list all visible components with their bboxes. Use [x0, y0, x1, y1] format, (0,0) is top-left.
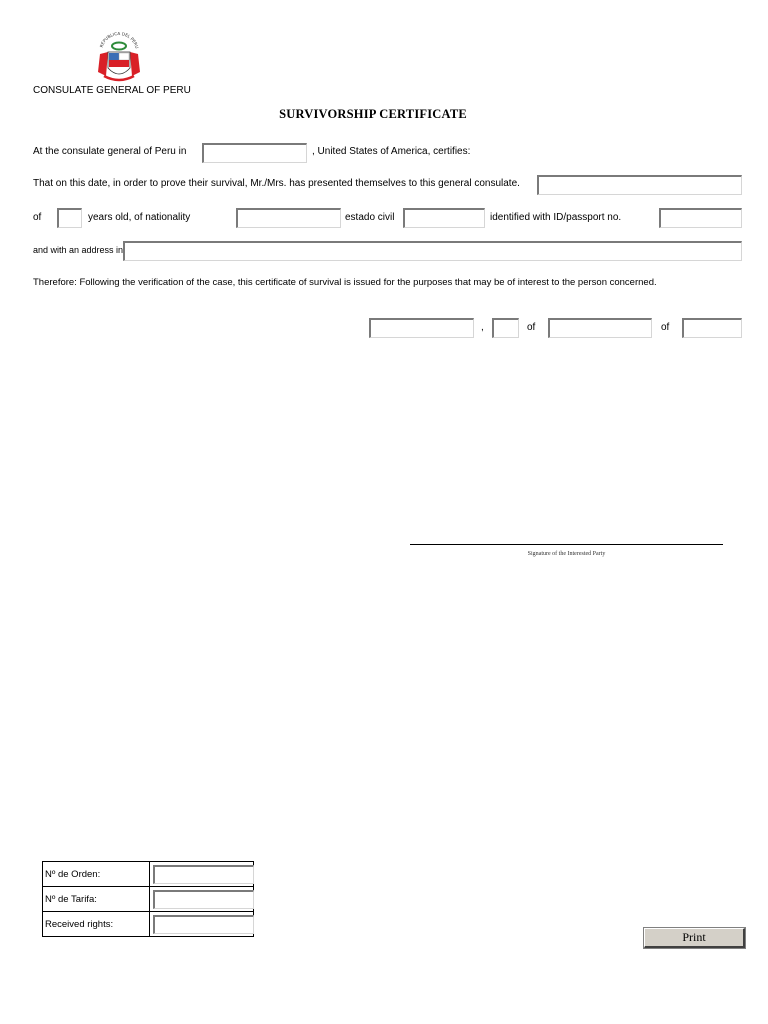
year-input[interactable] [682, 318, 742, 338]
table-row [43, 862, 254, 887]
emblem-text: REPUBLICA DEL PERU [98, 32, 140, 50]
place-input[interactable] [369, 318, 474, 338]
page-title: SURVIVORSHIP CERTIFICATE [279, 107, 467, 121]
order-number-label: Nº de Orden: [43, 862, 150, 887]
order-number-input[interactable] [153, 865, 254, 884]
civil-status-label: estado civil [345, 212, 395, 223]
nationality-input[interactable] [236, 208, 341, 228]
received-rights-label: Received rights: [43, 912, 150, 937]
date-of-label-2: of [661, 322, 670, 333]
day-input[interactable] [492, 318, 519, 338]
id-label: identified with ID/passport no. [490, 212, 622, 223]
svg-text:REPUBLICA DEL PERU [99, 32, 140, 49]
fees-table [42, 861, 254, 937]
peru-coat-of-arms-icon [96, 32, 142, 84]
line2-text: That on this date, in order to prove their survival, Mr./Mrs. has presented themselves to this general consulate. [33, 178, 520, 189]
signature-line [410, 544, 723, 545]
id-passport-input[interactable] [659, 208, 742, 228]
date-comma: , [481, 322, 484, 333]
received-rights-input[interactable] [153, 915, 254, 934]
tariff-number-input[interactable] [153, 890, 254, 909]
line1-prefix: At the consulate general of Peru in [33, 146, 187, 157]
consulate-name: CONSULATE GENERAL OF PERU [33, 85, 191, 96]
table-row [43, 887, 254, 912]
of-label: of [33, 212, 42, 223]
age-input[interactable] [57, 208, 82, 228]
date-of-label-1: of [527, 322, 536, 333]
age-label: years old, of nationality [88, 212, 191, 223]
signature-caption: Signature of the Interested Party [527, 551, 606, 557]
address-label: and with an address in [33, 245, 124, 255]
person-name-input[interactable] [537, 175, 742, 195]
civil-status-input[interactable] [403, 208, 485, 228]
city-input[interactable] [202, 143, 307, 163]
line1-suffix: , United States of America, certifies: [312, 146, 471, 157]
table-row [43, 912, 254, 937]
print-button[interactable]: Print [644, 928, 745, 948]
therefore-text: Therefore: Following the verification of the case, this certificate of survival is issued for the purposes that may be of interest to the person concerned. [33, 277, 657, 288]
tariff-number-label: Nº de Tarifa: [43, 887, 150, 912]
month-input[interactable] [548, 318, 652, 338]
address-input[interactable] [123, 241, 742, 261]
